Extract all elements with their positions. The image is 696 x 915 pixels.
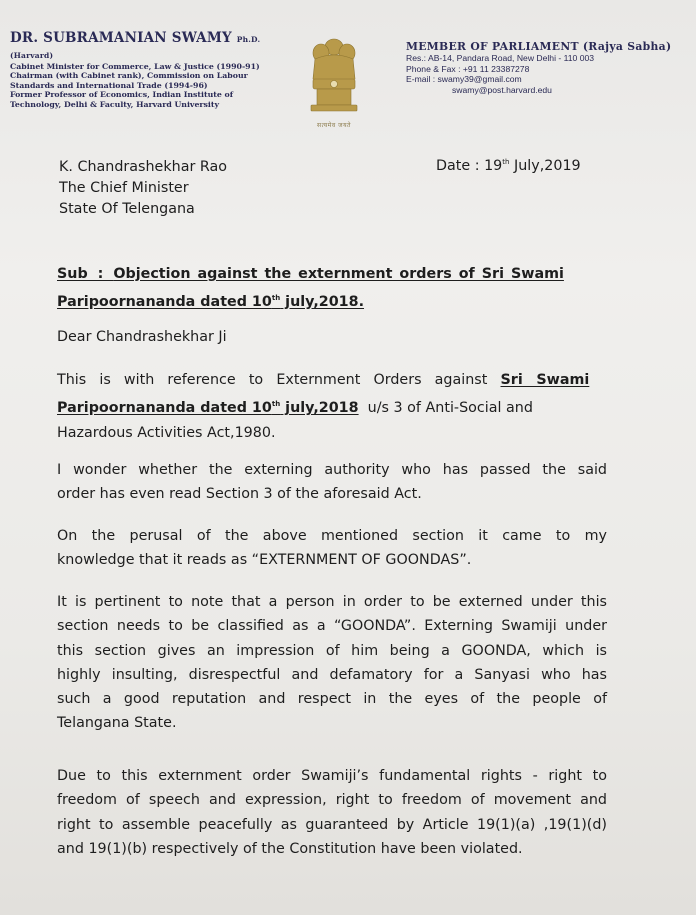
credential-line: Technology, Delhi & Faculty, Harvard University — [10, 99, 220, 109]
letterhead-right — [406, 40, 691, 95]
sender-degree: Ph.D. (Harvard) — [10, 35, 261, 60]
sender-title: MEMBER OF PARLIAMENT (Rajya Sabha) — [406, 40, 672, 53]
paragraph-line: freedom of speech and expression, right to freedom of movement and — [57, 792, 607, 809]
email-line: E-mail : swamy39@gmail.com — [406, 74, 522, 85]
letterhead-left — [10, 30, 290, 109]
paragraph-line: right to assemble peacefully as guaranteed by Article 19(1)(a) ,19(1)(d) — [57, 816, 607, 833]
letter-date: Date : 19th July,2019 — [436, 158, 581, 174]
paragraph-line: order has even read Section 3 of the aforesaid Act. — [57, 486, 422, 503]
phone-line: Phone & Fax : +91 11 23387278 — [406, 63, 530, 74]
recipient-block — [59, 157, 227, 220]
paragraph-line: It is pertinent to note that a person in order to be externed under this — [57, 594, 607, 610]
national-emblem-icon — [301, 33, 367, 133]
subject-line-1: Sub : Objection against the externment orders of Sri Swami — [57, 266, 564, 282]
subject-block — [57, 262, 564, 314]
paragraph-line: and 19(1)(b) respectively of the Constitution have been violated. — [57, 840, 523, 857]
credential-line: Former Professor of Economics, Indian Institute of — [10, 90, 234, 100]
credential-line: Cabinet Minister for Commerce, Law & Justice (1990-91) — [10, 62, 260, 71]
recipient-state: State Of Telengana — [59, 201, 195, 217]
paragraph-line: I wonder whether the externing authority who has passed the said — [57, 462, 607, 478]
email-line-alt: swamy@post.harvard.edu — [452, 84, 552, 95]
paragraph-rights — [57, 764, 607, 861]
paragraph-wonder — [57, 458, 607, 507]
paragraph-reference — [57, 368, 607, 445]
credential-line: Standards and International Trade (1994-96) — [10, 80, 208, 90]
paragraph-line: On the perusal of the above mentioned section it came to my — [57, 528, 607, 544]
emblem-motto: सत्यमेव जयते — [317, 122, 351, 129]
paragraph-line: such a good reputation and respect in the eyes of the people of — [57, 691, 607, 708]
paragraph-line: highly insulting, disrespectful and defamatory for a Sanyasi who has — [57, 666, 607, 683]
paragraph-line: This is with reference to Externment Orders against Sri Swami — [57, 372, 590, 388]
paragraph-line: section needs to be classified as a “GOONDA”. Externing Swamiji under — [57, 618, 607, 635]
paragraph-line: Due to this externment order Swamiji’s fundamental rights - right to — [57, 768, 607, 784]
sender-name: DR. SUBRAMANIAN SWAMY Ph.D. (Harvard) — [10, 30, 261, 60]
paragraph-line: Paripoornananda dated 10th july,2018 u/s 3 of Anti-Social and — [57, 400, 533, 417]
subject-line-2: Paripoornananda dated 10th july,2018. — [57, 294, 365, 310]
paragraph-goonda — [57, 590, 607, 736]
paragraph-line: this section gives an impression of him being a GOONDA, which is — [57, 642, 607, 659]
paragraph-perusal — [57, 524, 607, 573]
recipient-designation: The Chief Minister — [59, 180, 189, 196]
salutation: Dear Chandrashekhar Ji — [57, 329, 227, 345]
paragraph-line: knowledge that it reads as “EXTERNMENT OF GOONDAS”. — [57, 552, 472, 569]
recipient-name: K. Chandrashekhar Rao — [59, 159, 228, 175]
paragraph-line: Hazardous Activities Act,1980. — [57, 424, 276, 441]
credential-line: Chairman (with Cabinet rank), Commission on Labour — [10, 71, 248, 81]
emblem-graphic — [301, 33, 367, 121]
paragraph-line: Telangana State. — [57, 715, 177, 732]
address-line: Res.: AB-14, Pandara Road, New Delhi - 110 003 — [406, 53, 595, 63]
